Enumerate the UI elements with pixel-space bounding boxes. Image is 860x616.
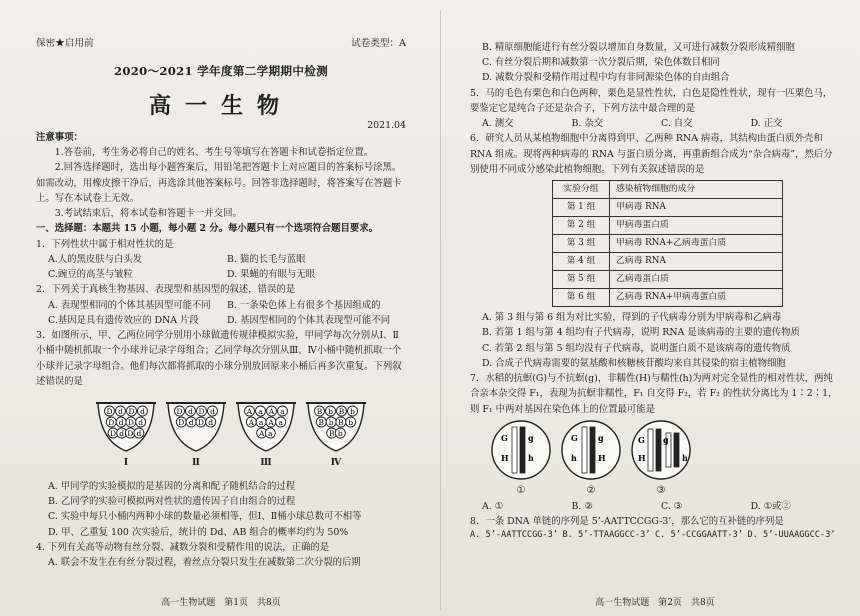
ball-letter: a: [280, 406, 285, 416]
ball-letter: D: [128, 406, 135, 416]
ball-letter: d: [188, 406, 193, 416]
q6-stem: 6．研究人员从某植物细胞中分离得到甲、乙两种 RNA 病毒，其结构由蛋白质外壳和 RNA 组成。现将两种病毒的 RNA 与蛋白质分离，再重新组合成为“杂合病毒”，然后分别使用不同成分感染此植物细胞。下列有关叙述错误的是: [470, 133, 833, 175]
q7-stem: 7．水稻的抗螟(G)与不抗螟(g)，非糯性(H)与糯性(h)为两对完全显性的相对性状，两纯合亲本杂交得 F₁，表现为抗螟非糯性，F₁ 自交得 F₂，若 F₂ 的性状分离比为 1∶2∶1，则 F₁ 中两对基因在染色体上的位置最可能是: [470, 373, 838, 415]
table-row: [553, 199, 783, 217]
q8-option-b: B. 5’-TTAAGGCC-3’: [562, 530, 651, 541]
q8-options: [470, 529, 840, 543]
table-cell: 甲病毒蛋白质: [610, 217, 783, 235]
table-header-row: [553, 181, 783, 199]
ball-letter: d: [188, 417, 194, 427]
note-2: 2.回答选择题时，选出每小题答案后，用铅笔把答题卡上对应题目的答案标号涂黑。如需改动，用橡皮擦干净后，再选涂其他答案标号。回答非选择题时，将答案写在答题卡上。写在本试卷上无效。: [36, 162, 402, 204]
q7-option-a: A. ①: [482, 500, 504, 512]
page-1: [36, 0, 406, 616]
right-body: [470, 40, 840, 543]
page-2: [470, 0, 840, 616]
q3-option-b: B. 乙同学的实验可模拟两对性状的遗传因子自由组合的过程: [48, 496, 296, 508]
table-cell: 乙病毒 RNA: [610, 253, 783, 271]
q2-option-d: D. 基因型相同的个体其表现型可能不同: [227, 314, 391, 326]
ball-letter: d: [118, 406, 123, 416]
table-cell: 第 4 组: [553, 253, 610, 271]
cell-1: [490, 419, 552, 481]
q3-bowls-figure: [36, 393, 406, 477]
table-cell: 甲病毒 RNA: [610, 199, 783, 217]
note-3: 3.考试结束后，将本试卷和答题卡一并交回。: [54, 208, 242, 220]
gene-label: g: [663, 434, 669, 445]
q3-option-d: D. 甲、乙重复 100 次实验后，统计的 Dd、AB 组合的概率均约为 50%: [48, 526, 349, 538]
chromosome: [582, 427, 587, 473]
chromosome: [520, 427, 525, 473]
ball-letter: D: [176, 406, 183, 416]
note-1: 1.答卷前，考生务必将自己的姓名、考生号等填写在答题卡和试卷指定位置。: [54, 147, 374, 159]
bowl-label: Ⅲ: [260, 456, 272, 468]
q4-option-d: D. 减数分裂和受精作用过程中均有非同源染色体的自由组合: [482, 72, 730, 84]
table-cell: 甲病毒 RNA+乙病毒蛋白质: [610, 235, 783, 253]
cell-number: ②: [586, 484, 596, 496]
q6-option-d: D. 合成子代病毒需要的氨基酸和核糖核苷酸均来自其侵染的宿主植物细胞: [482, 357, 786, 369]
notes-heading: 注意事项：: [36, 132, 83, 143]
gene-label: h: [682, 452, 688, 463]
q4-option-b: B. 精原细胞能进行有丝分裂以增加自身数量，又可进行减数分裂形成精细胞: [482, 42, 795, 53]
gene-label: G: [571, 432, 578, 443]
q6-option-c: C. 若第 2 组与第 5 组均没有子代病毒，说明蛋白质不是该病毒的遗传物质: [482, 342, 791, 354]
chromosome: [674, 433, 679, 467]
q2-option-a: A. 表现型相同的个体其基因型可能不同: [48, 299, 211, 311]
table-header-group: 实验分组: [553, 181, 610, 199]
ball-letter: A: [258, 428, 265, 438]
table-row: [553, 289, 783, 307]
paper-type: 试卷类型：A: [351, 38, 406, 49]
q8-option-a: A. 5’-AATTCCGG-3’: [470, 530, 558, 541]
gene-label: G: [638, 434, 645, 445]
gene-label: H: [638, 452, 646, 463]
ball-letter: D: [110, 428, 117, 438]
q1-option-d: D. 果蝇的有眼与无眼: [227, 269, 316, 281]
q7-option-b: B. ②: [571, 500, 593, 512]
table-row: [553, 253, 783, 271]
bowl-4: [304, 397, 368, 457]
q6-option-a: A. 第 3 组与第 6 组为对比实验，得到的子代病毒分别为甲病毒和乙病毒: [482, 312, 782, 324]
q5-option-c: C. 自交: [661, 118, 693, 130]
q6-option-b: B. 若第 1 组与第 4 组均有子代病毒，说明 RNA 是该病毒的主要的遗传物质: [482, 327, 800, 339]
bowl-2: [164, 397, 228, 457]
ball-letter: B: [318, 417, 325, 427]
ball-letter: d: [119, 428, 125, 438]
ball-letter: a: [258, 417, 264, 427]
subject-title: 高一生物: [148, 92, 293, 119]
q4-option-a: A. 联会不发生在有丝分裂过程，着丝点分裂只发生在减数第二次分裂的后期: [48, 557, 361, 569]
ball-letter: b: [348, 417, 354, 427]
bowl-label: Ⅱ: [192, 456, 200, 468]
secret-mark: 保密★启用前: [36, 38, 94, 49]
page-header: [36, 36, 406, 52]
q8-stem: 8．一条 DNA 单链的序列是 5’-AATTCCGG-3’，那么它的互补链的序列是: [470, 515, 784, 527]
title-block: [36, 62, 406, 124]
q2-stem: 2．下列关于真核生物基因、表现型和基因型的叙述，错误的是: [36, 284, 296, 296]
table-cell: 乙病毒蛋白质: [610, 271, 783, 289]
ball-letter: d: [140, 406, 145, 416]
gene-label: g: [528, 432, 534, 443]
q6-table: [552, 180, 783, 307]
q5-option-a: A. 测交: [482, 118, 514, 130]
table-cell: 第 3 组: [553, 235, 610, 253]
footer-right: 高一生物试题 第2页 共8页: [595, 598, 715, 608]
ball-letter: d: [208, 417, 214, 427]
ball-letter: d: [118, 417, 124, 427]
q3-option-a: A. 甲同学的实验模拟的是基因的分离和配子随机结合的过程: [48, 480, 296, 492]
ball-letter: B: [328, 428, 335, 438]
table-row: [553, 217, 783, 235]
q7-cells-figure: [470, 419, 840, 497]
q7-options: [470, 499, 840, 514]
table-cell: 第 6 组: [553, 289, 610, 307]
table-cell: 乙病毒 RNA+甲病毒蛋白质: [610, 289, 783, 307]
ball-letter: b: [337, 428, 343, 438]
ball-letter: A: [248, 417, 255, 427]
table-cell: 第 2 组: [553, 217, 610, 235]
q4-stem: 4. 下列有关高等动物有丝分裂、减数分裂和受精作用的说法，正确的是: [36, 541, 330, 553]
ball-letter: B: [338, 417, 344, 427]
chromosome: [590, 427, 595, 473]
q5-option-d: D. 正交: [750, 118, 783, 130]
ball-letter: A: [268, 417, 274, 427]
left-body: [36, 130, 406, 570]
q7-option-d: D. ①或②: [750, 500, 791, 512]
ball-letter: b: [328, 417, 334, 427]
ball-letter: B: [338, 406, 345, 416]
bowl-label: Ⅰ: [123, 456, 129, 468]
q3-option-c: C. 实验中每只小桶内两种小球的数量必须相等，但Ⅰ、Ⅱ桶小球总数可不相等: [48, 511, 362, 523]
ball-letter: D: [178, 417, 185, 427]
gene-label: h: [571, 452, 577, 463]
bowl-1: [94, 397, 158, 457]
q7-option-c: C. ③: [661, 500, 683, 512]
ball-letter: B: [316, 406, 323, 416]
gene-label: H: [598, 452, 606, 463]
table-row: [553, 235, 783, 253]
exam-title: 2020～2021 学年度第二学期期中检测: [114, 64, 328, 78]
q5-option-b: B. 杂交: [571, 118, 604, 130]
q1-option-c: C.豌豆的高茎与皱粒: [48, 269, 133, 281]
q4-option-c: C. 有丝分裂后期和减数第一次分裂后期，染色体数目相同: [482, 57, 720, 69]
ball-letter: b: [328, 406, 333, 416]
ball-letter: D: [198, 406, 205, 416]
ball-letter: A: [268, 406, 275, 416]
cell-number: ①: [516, 484, 526, 496]
ball-letter: d: [138, 417, 144, 427]
table-cell: 第 1 组: [553, 199, 610, 217]
bowl-3: [234, 397, 298, 457]
ball-letter: D: [197, 417, 204, 427]
cell-3: [630, 419, 692, 481]
ball-letter: D: [106, 406, 113, 416]
section-1-heading: 一、选择题：本题共 15 小题，每小题 2 分。每小题只有一个选项符合题目要求。: [36, 223, 379, 235]
q1-option-b: B. 猫的长毛与蓝眼: [227, 253, 306, 265]
gene-label: h: [528, 452, 534, 463]
ball-letter: a: [268, 428, 273, 438]
q1-option-a: A.人的黑皮肤与白头发: [48, 253, 143, 265]
cell-number: ③: [656, 484, 666, 496]
ball-letter: a: [278, 417, 283, 427]
ball-letter: a: [258, 406, 263, 416]
footer-left: 高一生物试题 第1页 共8页: [161, 598, 281, 608]
bowl-label: Ⅳ: [330, 456, 342, 468]
table-cell: 第 5 组: [553, 271, 610, 289]
gene-label: G: [501, 432, 508, 443]
q8-option-c: C. 5’-CCGGAATT-3’: [655, 530, 743, 541]
table-row: [553, 271, 783, 289]
q8-option-d: D. 5’-UUAAGGCC-3’: [747, 530, 836, 541]
cell-2: [560, 419, 622, 481]
q5-stem: 5．马的毛色有栗色和白色两种，栗色是显性性状，白色是隐性性状，现有一匹栗色马，要鉴定它是纯合子还是杂合子，下列方法中最合理的是: [470, 87, 833, 114]
ball-letter: D: [127, 428, 134, 438]
exam-date: 2021.04: [367, 120, 406, 131]
chromosome: [512, 427, 517, 473]
table-header-component: 感染植物细胞的成分: [610, 181, 783, 199]
q1-stem: 1．下列性状中属于相对性状的是: [36, 238, 174, 250]
ball-letter: A: [246, 406, 253, 416]
page-divider: [440, 10, 441, 610]
q1-options: [36, 252, 406, 282]
ball-letter: d: [210, 406, 215, 416]
gene-label: H: [501, 452, 509, 463]
q2-option-b: B. 一条染色体上有很多个基因组成的: [227, 299, 381, 311]
ball-letter: D: [108, 417, 115, 427]
q3-stem: 3．如图所示，甲、乙两位同学分别用小球做遗传规律模拟实验，甲同学每次分别从Ⅰ、Ⅱ小桶中随机抓取一个小球并记录字母组合；乙同学每次分别从Ⅲ、Ⅳ小桶中随机抓取一个小球并记录字母组合。他们每次都将抓取的小球分别放回原来小桶后再多次重复。下列叙述错误的是: [36, 330, 402, 387]
gene-label: g: [598, 432, 604, 443]
chromosome: [648, 429, 653, 471]
q2-option-c: C.基因是具有遗传效应的 DNA 片段: [48, 314, 199, 326]
chromosome: [656, 429, 661, 471]
ball-letter: D: [127, 417, 134, 427]
q5-options: [470, 116, 840, 131]
ball-letter: d: [136, 428, 142, 438]
q2-options: [36, 298, 406, 328]
ball-letter: b: [350, 406, 355, 416]
